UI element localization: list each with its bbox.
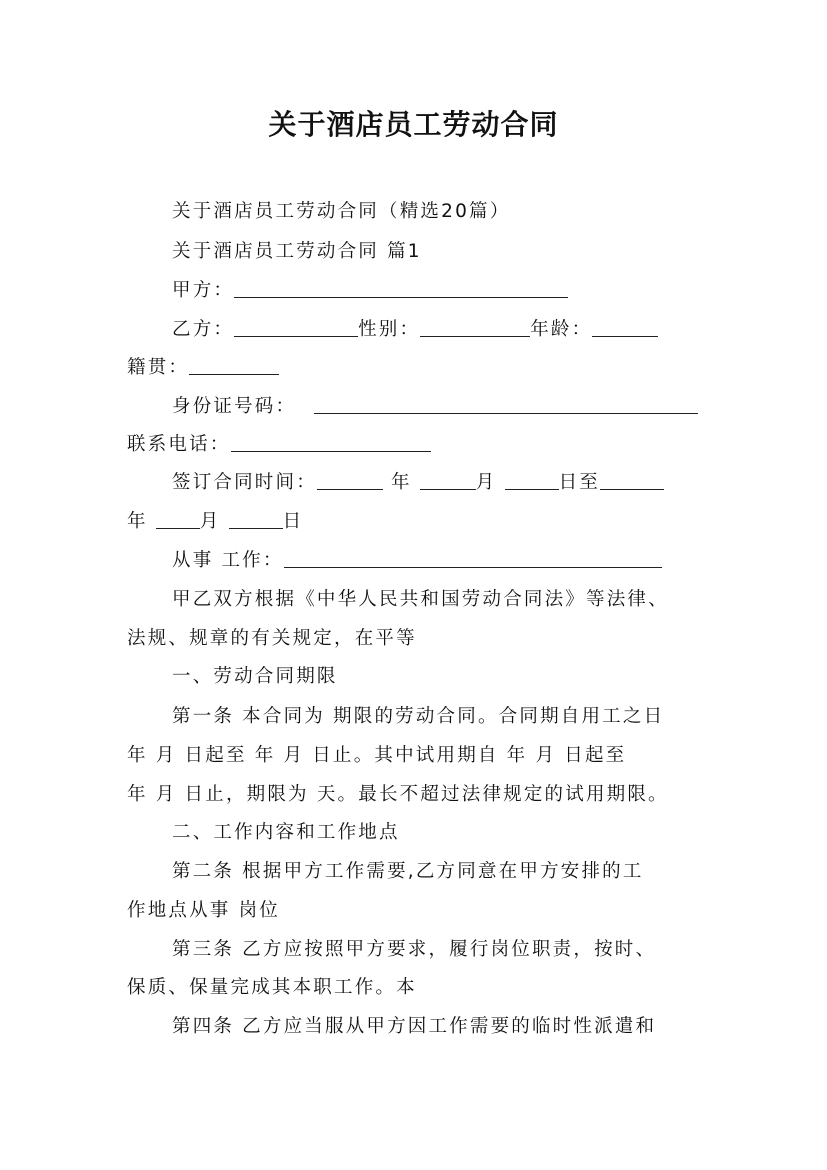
- sign-year-label: 年: [391, 472, 412, 493]
- sign-time-label: 签订合同时间：: [172, 472, 317, 493]
- paragraph-line: 第三条 乙方应按照甲方要求，履行岗位职责，按时、: [172, 939, 657, 960]
- party-a-row: [172, 279, 568, 303]
- party-b-row: [172, 318, 658, 342]
- phone-blank: [231, 433, 431, 452]
- phone-row: [127, 433, 431, 457]
- party-b-blank: [234, 318, 358, 337]
- document-title: 关于酒店员工劳动合同: [268, 108, 559, 141]
- paragraph-line: 第一条 本合同为 期限的劳动合同。合同期自用工之日: [172, 706, 665, 727]
- chapter-heading: 关于酒店员工劳动合同 篇1: [172, 241, 422, 262]
- origin-label: 籍贯：: [127, 357, 190, 378]
- end-month-blank: [156, 510, 200, 529]
- party-a-blank: [234, 279, 568, 298]
- origin-blank: [189, 356, 279, 375]
- gender-label: 性别：: [358, 319, 421, 340]
- section-heading: 一、劳动合同期限: [172, 666, 338, 687]
- paragraph-line: 第二条 根据甲方工作需要,乙方同意在甲方安排的工: [172, 861, 644, 882]
- party-b-label: 乙方：: [172, 319, 235, 340]
- origin-row: [127, 356, 279, 380]
- gender-blank: [420, 318, 530, 337]
- phone-label: 联系电话：: [127, 434, 231, 455]
- sign-month-label: 月: [475, 472, 497, 493]
- sign-dayto-label: 日至: [558, 472, 600, 493]
- end-month-label: 月: [199, 511, 221, 532]
- end-year-label: 年: [127, 511, 148, 532]
- sign-day-blank: [505, 471, 559, 490]
- sign-year-blank: [317, 471, 383, 490]
- paragraph-line: 年 月 日起至 年 月 日止。其中试用期自 年 月 日起至: [127, 745, 627, 766]
- paragraph-line: 第四条 乙方应当服从甲方因工作需要的临时性派遣和: [172, 1016, 657, 1037]
- age-label: 年龄：: [530, 319, 593, 340]
- paragraph-line: 作地点从事 岗位: [127, 900, 280, 921]
- job-label: 从事 工作：: [172, 550, 284, 571]
- job-blank: [284, 549, 662, 568]
- sign-time-row: [172, 471, 664, 495]
- paragraph-line: 法规、规章的有关规定，在平等: [127, 628, 417, 649]
- party-a-label: 甲方：: [172, 280, 235, 301]
- end-year-blank: [600, 471, 664, 490]
- section-heading: 二、工作内容和工作地点: [172, 822, 400, 843]
- end-day-label: 日: [282, 511, 304, 532]
- end-date-row: [127, 510, 303, 534]
- paragraph-line: 甲乙双方根据《中华人民共和国劳动合同法》等法律、: [172, 589, 669, 610]
- end-day-blank: [229, 510, 283, 529]
- paragraph-line: 年 月 日止，期限为 天。最长不超过法律规定的试用期限。: [127, 784, 669, 805]
- subtitle: 关于酒店员工劳动合同（精选20篇）: [172, 201, 511, 222]
- id-blank: [314, 395, 698, 414]
- id-label: 身份证号码：: [172, 396, 297, 417]
- age-blank: [592, 318, 658, 337]
- id-row: [172, 395, 698, 419]
- paragraph-line: 保质、保量完成其本职工作。本: [127, 977, 417, 998]
- job-row: [172, 549, 662, 573]
- sign-month-blank: [420, 471, 476, 490]
